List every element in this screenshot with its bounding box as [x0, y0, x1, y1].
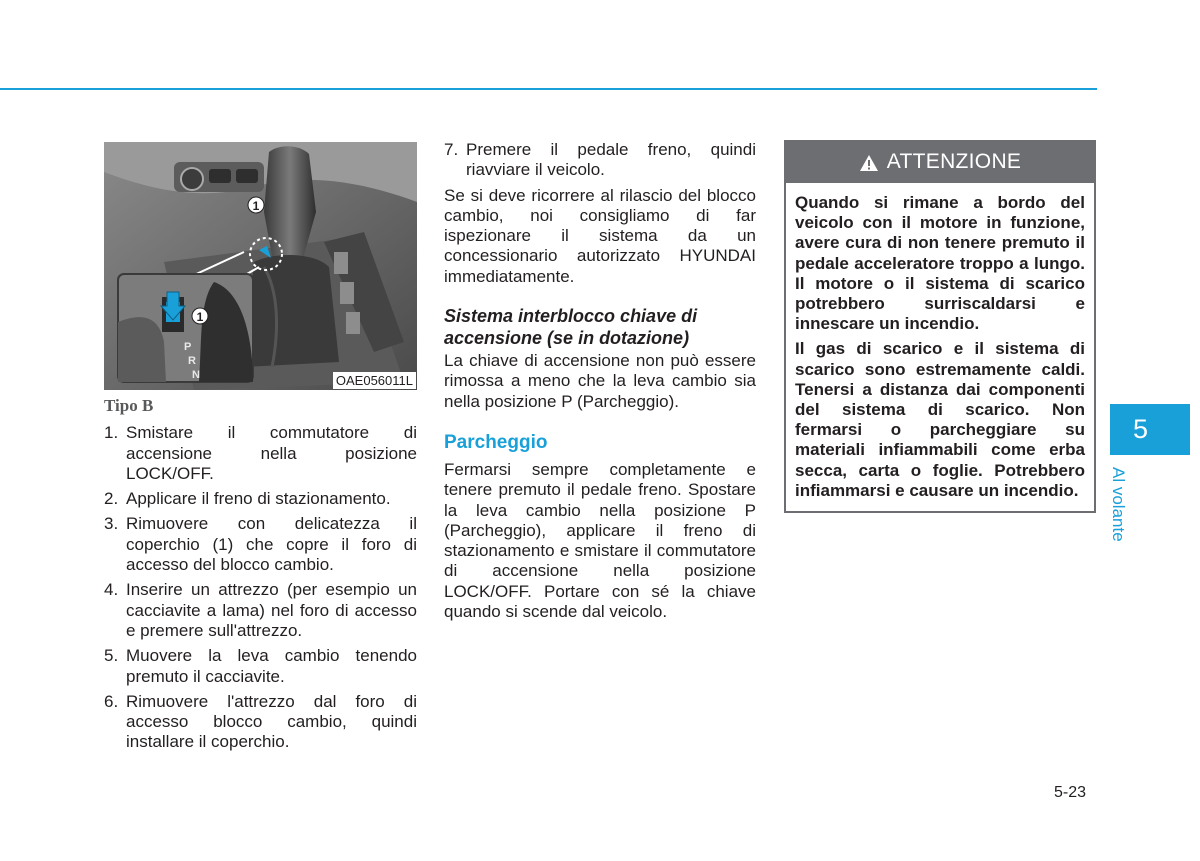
paragraph-interblocco: La chiave di accensione non può essere rimossa a meno che la leva cambio sia nella posizione P (Parcheggio). — [444, 351, 756, 411]
shift-lever-illustration — [104, 142, 417, 390]
gear-letter-n: N — [192, 369, 200, 381]
top-rule — [0, 88, 1097, 90]
gear-letter-p: P — [184, 341, 192, 353]
chapter-number: 5 — [1133, 414, 1149, 444]
chapter-tab — [1110, 404, 1190, 455]
step-text: Premere il pedale freno, quindi riavviare il veicolo. — [466, 140, 756, 180]
list-item — [104, 423, 417, 484]
page-number: 5-23 — [1054, 784, 1087, 801]
steps-list — [104, 423, 417, 752]
step-text: Rimuovere l'attrezzo dal foro di accesso blocco cambio, quindi installare il coperchio. — [126, 691, 417, 752]
left-column — [104, 142, 417, 758]
list-item — [444, 140, 756, 181]
callout-number-left: 1 — [196, 310, 204, 324]
warning-body — [786, 183, 1094, 511]
warning-paragraph-2: Il gas di scarico e il sistema di scarico sono estremamente caldi. Tenersi a distanza dai componenti del sistema di scarico. Non fermarsi o parcheggiare su materiali infiammabili come erba secca, carta o foglie. Potrebbero infiammarsi e causare un incendio. — [795, 339, 1085, 500]
list-item — [104, 580, 417, 641]
callout-number-right: 1 — [252, 199, 260, 213]
warning-triangle-icon — [859, 154, 879, 172]
step-text: Applicare il freno di stazionamento. — [126, 489, 391, 509]
warning-box — [784, 140, 1096, 513]
heading-interblocco: Sistema interblocco chiave di accensione (se in dotazione) — [444, 306, 698, 349]
subtitle-tipo: Tipo B — [104, 396, 154, 415]
list-item — [104, 489, 417, 509]
list-item — [104, 514, 417, 575]
shift-lock-figure — [104, 142, 417, 390]
figure-code: OAE056011L — [333, 372, 416, 389]
step-number: 3. — [104, 514, 119, 534]
chapter-label: Al volante — [1109, 467, 1128, 542]
step-text: Rimuovere con delicatezza il coperchio (1) che copre il foro di accesso del blocco cambio. — [126, 514, 417, 575]
chapter-label-wrapper — [1109, 467, 1154, 587]
step-number: 6. — [104, 691, 119, 711]
step-text: Muovere la leva cambio tenendo premuto il cacciavite. — [126, 646, 417, 686]
step-number: 1. — [104, 423, 119, 443]
step-number: 2. — [104, 489, 119, 509]
middle-column — [444, 140, 756, 622]
warning-header — [786, 142, 1094, 183]
gear-letter-r: R — [188, 355, 196, 367]
warning-title: ATTENZIONE — [886, 150, 1022, 174]
right-column — [784, 140, 1096, 513]
step-number: 4. — [104, 580, 119, 600]
paragraph-parcheggio: Fermarsi sempre completamente e tenere premuto il pedale freno. Spostare la leva cambio nella posizione P (Parcheggio), applicare il freno di stazionamento e smistare il commutatore di accensione nella posizione LOCK/OFF. Portare con sé la chiave quando si scende dal veicolo. — [444, 459, 756, 622]
list-item — [104, 692, 417, 753]
step-number: 5. — [104, 646, 119, 666]
steps-list-continued — [444, 140, 756, 181]
step-text: Smistare il commutatore di accensione nella posizione LOCK/OFF. — [126, 423, 417, 483]
step-number: 7. — [444, 140, 459, 159]
paragraph-blocco-cambio: Se si deve ricorrere al rilascio del blocco cambio, noi consigliamo di far ispezionare il sistema da un concessionario autorizzato HYUNDAI immediatamente. — [444, 185, 756, 286]
list-item — [104, 646, 417, 687]
heading-parcheggio: Parcheggio — [444, 431, 548, 453]
warning-paragraph-1: Quando si rimane a bordo del veicolo con il motore in funzione, avere cura di non tenere premuto il pedale acceleratore troppo a lungo. Il motore o il sistema di scarico potrebbero surriscaldarsi e innescare un incendio. — [795, 193, 1085, 334]
step-text: Inserire un attrezzo (per esempio un cacciavite a lama) nel foro di accesso e premere sull'attrezzo. — [126, 580, 417, 640]
